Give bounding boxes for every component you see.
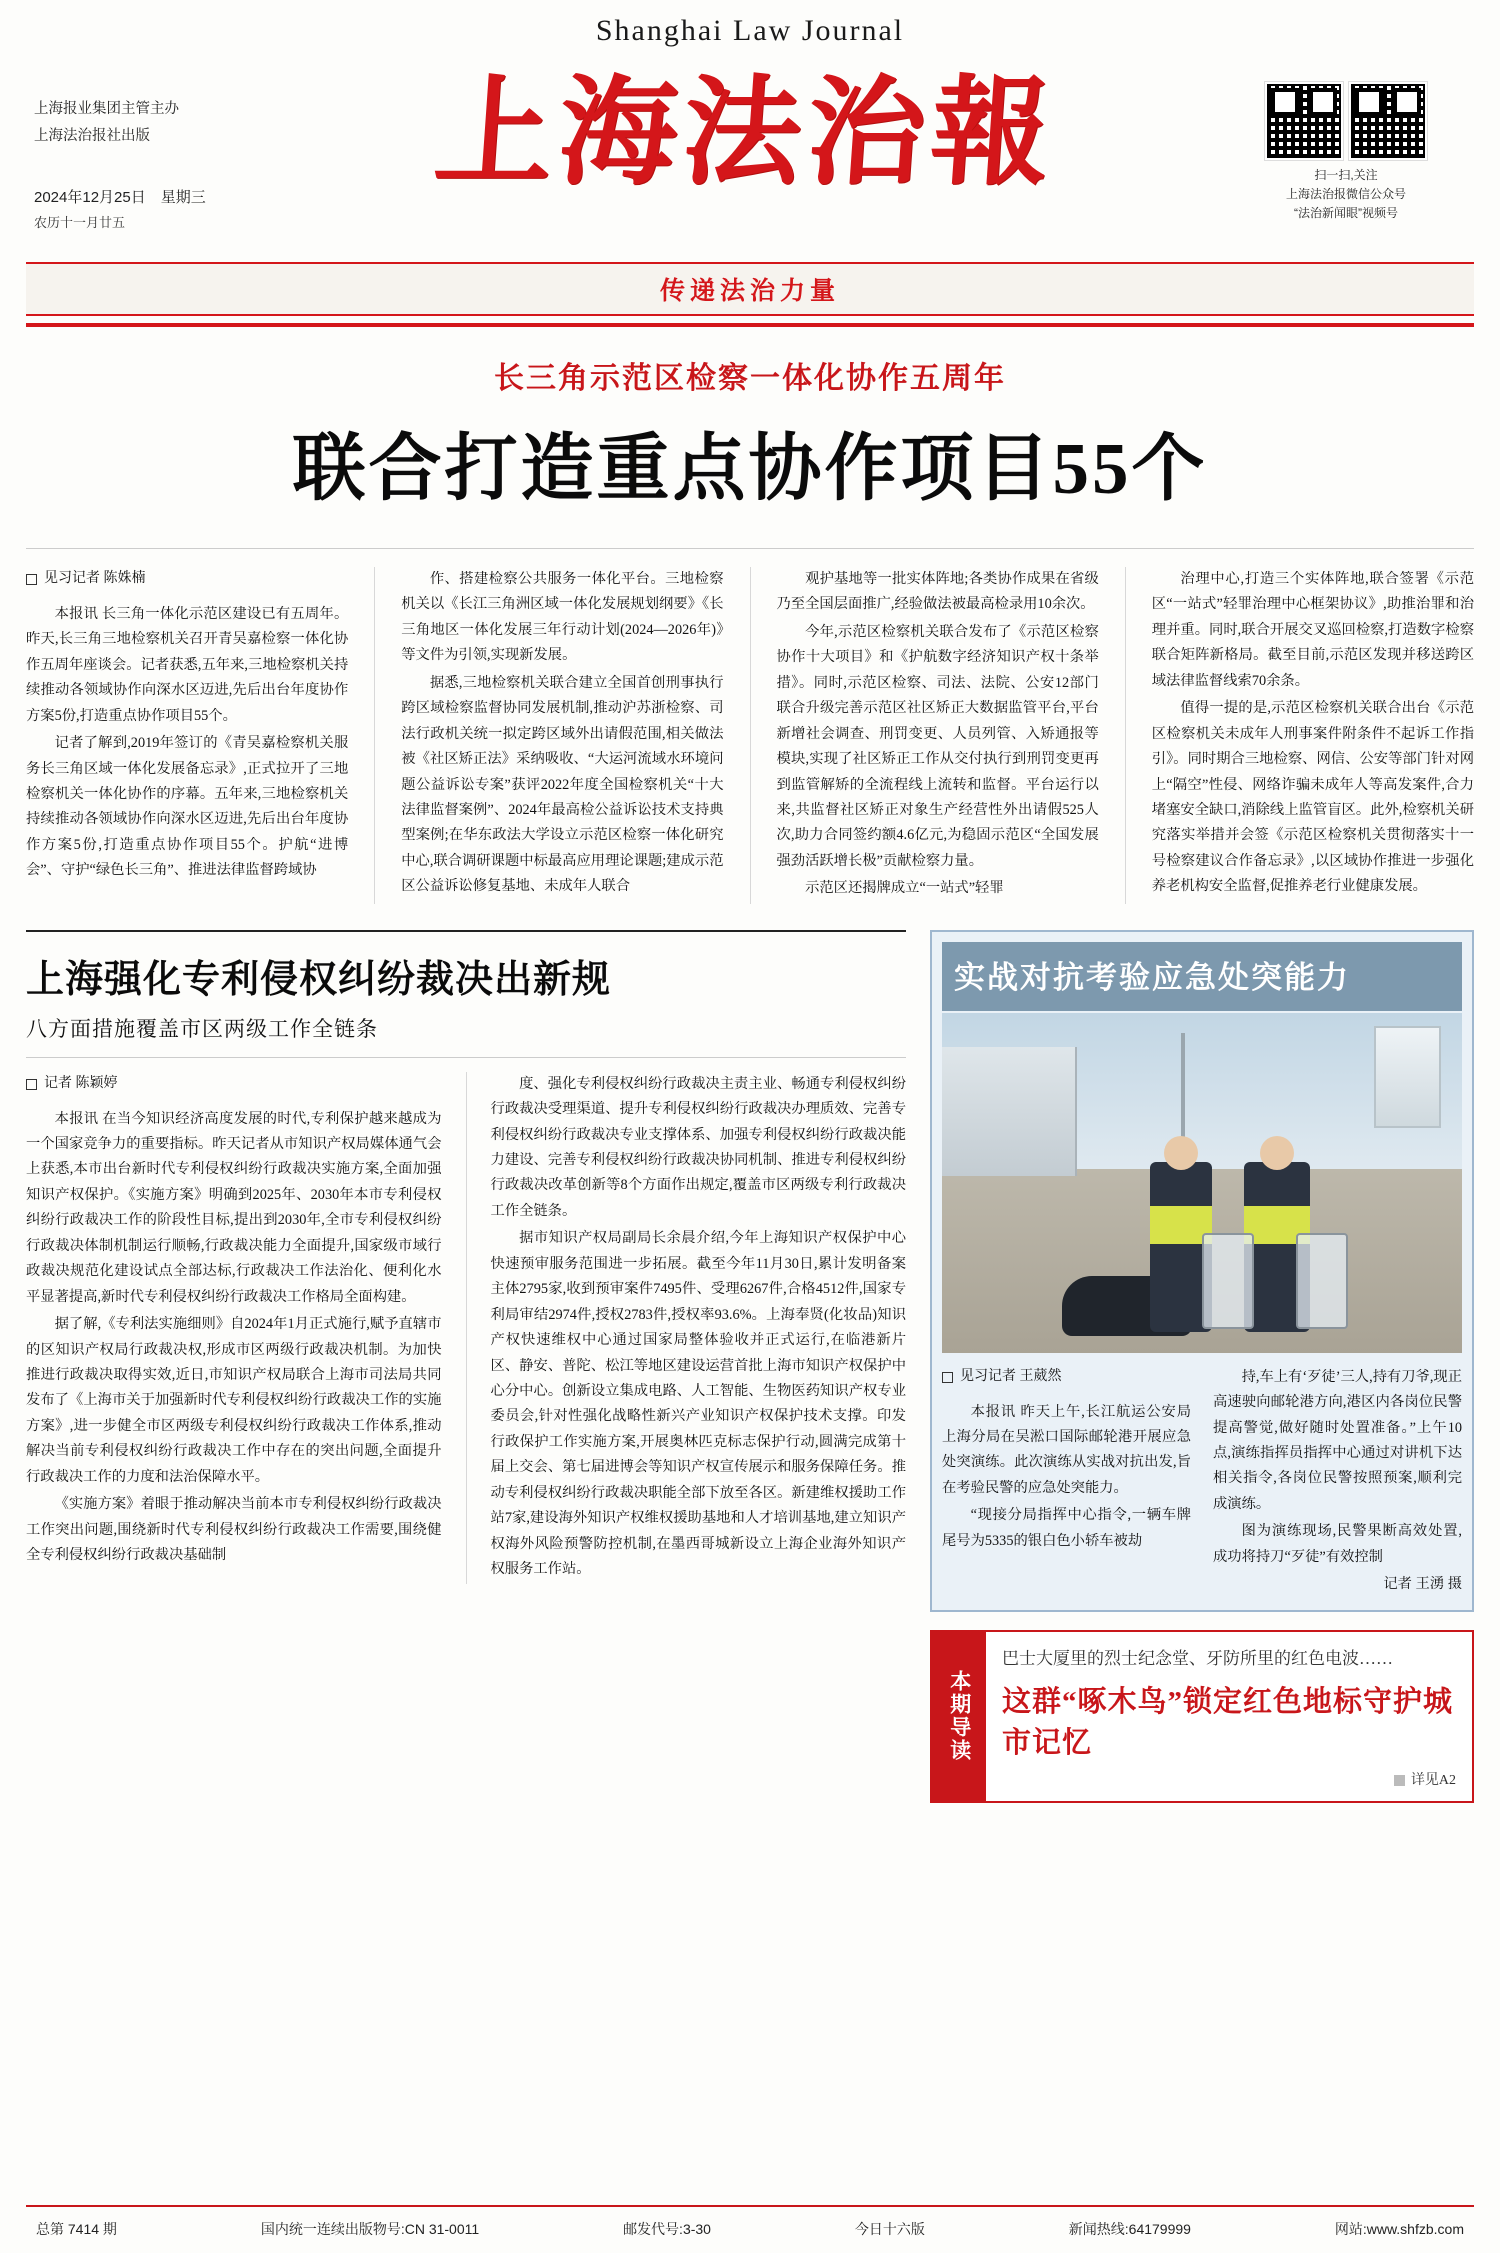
publication-date: 2024年12月25日 星期三 xyxy=(34,188,206,206)
square-marker-icon xyxy=(1394,1775,1405,1786)
square-bullet-icon xyxy=(26,1079,37,1090)
footer-issue: 总第 7414 期 xyxy=(36,2221,117,2237)
paragraph: 度、强化专利侵权纠纷行政裁决主责主业、畅通专利侵权纠纷行政裁决受理渠道、提升专利侵权纠纷行政裁决办理质效、完善专利侵权纠纷行政裁决专业支撑体系、加强专利侵权纠纷行政裁决能力建设、完善专利侵权纠纷行政裁决协同机制、推进专利侵权纠纷行政裁决改革创新等8个方面作出规定,覆盖市区两级专利行政裁决工作全链条。 xyxy=(490,1075,906,1219)
lead-column-1 xyxy=(26,567,348,904)
paragraph: 记者了解到,2019年签订的《青吴嘉检察机关服务长三角区域一体化发展备忘录》,正式拉开了三地检察机关一体化协作的序幕。五年来,三地检察机关持续推动各领域协作向深水区迈进,先后出台年度协作方案5份,打造重点协作项目55个。护航“进博会”、守护“绿色长三角”、推进法律监督跨域协 xyxy=(26,735,349,879)
lead-column-2 xyxy=(401,567,723,904)
paragraph: 据悉,三地检察机关联合建立全国首创刑事执行跨区域检察监督协同发展机制,推动沪苏浙检察、司法行政机关统一拟定跨区域外出请假范围,相关做法被《社区矫正法》采纳吸收、“大运河流域水环境问题公益诉讼专案”获评2022年度全国检察机关“十大法律监督案例”、2024年最高检公益诉讼技术支持典型案例;在华东政法大学设立示范区检察一体化研究中心,联合调研课题中标最高应用理论课题;建成示范区公益诉讼修复基地、未成年人联合 xyxy=(401,674,724,895)
publisher-info xyxy=(34,96,264,150)
slogan-bar xyxy=(26,262,1474,316)
second-story xyxy=(26,930,906,1803)
masthead xyxy=(26,48,1474,258)
publisher-line-2: 上海法治报社出版 xyxy=(34,127,150,144)
qr-caption-line-1: 扫一扫,关注 xyxy=(1314,168,1378,182)
paragraph: 本报讯 长三角一体化示范区建设已有五周年。昨天,长三角三地检察机关召开青吴嘉检察一体化协作五周年座谈会。记者获悉,五年来,三地检察机关持续推动各领域协作向深水区迈进,先后出台年度协作方案5份,打造重点协作项目55个。 xyxy=(26,605,349,724)
photo-byline xyxy=(942,1365,1191,1390)
red-rule xyxy=(26,323,1474,327)
newspaper-logo: 上海法治報 xyxy=(430,68,1060,199)
lead-byline-text: 见习记者 陈姝楠 xyxy=(44,571,146,586)
promo-tab-label: 本期导读 xyxy=(932,1632,986,1801)
paragraph: 值得一提的是,示范区检察机关联合出台《示范区检察机关未成年人刑事案件附条件不起诉工作指引》。同时期合三地检察、网信、公安等部门针对网上“隔空”性侵、网络诈骗未成年人等高发案件,合力堵塞安全缺口,消除线上监管盲区。此外,检察机关研究落实举措并会签《示范区检察机关贯彻落实十一号检察建议合作备忘录》,以区域协作推进一步强化养老机构安全监督,促推养老行业健康发展。 xyxy=(1151,700,1474,895)
english-title: Shanghai Law Journal xyxy=(595,14,905,47)
promo-headline[interactable]: 这群“啄木鸟”锁定红色地标守护城市记忆 xyxy=(1002,1685,1454,1759)
footer-hotline: 新闻热线:64179999 xyxy=(1068,2221,1191,2237)
paragraph: 示范区还揭牌成立“一站式”轻罪 xyxy=(805,880,1004,897)
second-story-subtitle: 八方面措施覆盖市区两级工作全链条 xyxy=(26,1016,378,1041)
footer-postal-code: 邮发代号:3-30 xyxy=(623,2221,711,2237)
second-story-columns xyxy=(26,1057,906,1585)
second-story-title: 上海强化专利侵权纠纷裁决出新规 xyxy=(26,930,906,1003)
paragraph: 据市知识产权局副局长余晨介绍,今年上海知识产权保护中心快速预审服务范围进一步拓展。截至今年11月30日,累计发明备案主体2795家,收到预审案件7495件、受理6267件,合格4512件,国家专利局审结2974件,授权2783件,授权率93.6%。上海奉贤(化妆品)知识产权快速维权中心通过国家局整体验收并正式运行,在临港新片区、静安、普陀、松江等地区建设运营首批上海市知识产权保护中心分中心。创新设立集成电路、人工智能、生物医药知识产权专业委员会,针对性强化战略性新兴产业知识产权保护技术支撑。印发行政保护工作实施方案,开展奥林匹克标志保护行动,圆满完成第十届上交会、第七届进博会等知识产权宣传展示和服务保障任务。推动专利侵权纠纷行政裁决职能全部下放至各区。新建维权援助工作站7家,建设海外知识产权维权援助基地和人才培训基地,建立知识产权海外风险预警防控机制,在墨西哥城新设立上海企业海外知识产权服务工作站。 xyxy=(490,1230,906,1577)
column-divider xyxy=(466,1072,467,1585)
masthead-right xyxy=(1226,60,1466,224)
photo-officer-head xyxy=(1260,1136,1294,1170)
photo-title-bar xyxy=(942,942,1462,1011)
promo-more-text: 详见A2 xyxy=(1410,1772,1456,1788)
lead-column-4 xyxy=(1152,567,1474,904)
photo-officer-head xyxy=(1164,1136,1198,1170)
photo-credit: 记者 王湧 摄 xyxy=(1383,1576,1462,1593)
lead-byline xyxy=(26,567,348,592)
footer-pages: 今日十六版 xyxy=(854,2221,925,2237)
photo-building xyxy=(942,1047,1077,1176)
paragraph: 作、搭建检察公共服务一体化平台。三地检察机关以《长江三角洲区域一体化发展规划纲要》《长三角地区一体化发展三年行动计划(2024—2026年)》等文件为引领,实现新发展。 xyxy=(401,571,724,664)
photo-caption-column-1 xyxy=(942,1365,1191,1600)
qr-code-video-icon[interactable] xyxy=(1349,82,1427,160)
paragraph: 观护基地等一批实体阵地;各类协作成果在省级乃至全国层面推广,经验做法被最高检录用10余次。 xyxy=(776,571,1099,613)
middle-section xyxy=(26,930,1474,1803)
lead-column-3 xyxy=(777,567,1099,904)
lunar-date: 农历十一月廿五 xyxy=(34,215,126,231)
photo-signboard xyxy=(1374,1026,1442,1128)
photo-story xyxy=(930,930,1474,1803)
column-divider xyxy=(374,567,375,904)
slogan-text: 传递法治力量 xyxy=(659,278,840,305)
qr-code-group xyxy=(1226,82,1466,160)
paragraph: 本报讯 在当今知识经济高度发展的时代,专利保护越来越成为一个国家竞争力的重要指标。昨天记者从市知识产权局媒体通气会上获悉,本市出台新时代专利侵权纠纷行政裁决实施方案,全面加强知识产权保护。《实施方案》明确到2025年、2030年本市专利侵权纠纷行政裁决工作的阶段性目标,提出到2030年,全市专利侵权纠纷行政裁决体制机制运行顺畅,行政裁决能力全面提升,国家级市域行政裁决规范化建设试点全部达标,行政裁决工作法治化、便利化水平显著提高,新时代专利侵权纠纷行政裁决工作格局全面构建。 xyxy=(26,1110,442,1305)
footer-website: 网站:www.shfzb.com xyxy=(1334,2221,1464,2237)
paragraph: 治理中心,打造三个实体阵地,联合签署《示范区“一站式”轻罪治理中心框架协议》,助推治罪和治理并重。同时,联合开展交叉巡回检察,打造数字检察联合矩阵新格局。截至目前,示范区发现并移送跨区域法律监督线索70余条。 xyxy=(1151,571,1474,689)
publisher-line-1: 上海报业集团主管主办 xyxy=(34,101,179,117)
news-photo xyxy=(942,1013,1462,1353)
paragraph: 图为演练现场,民警果断高效处置,成功将持刀“歹徒”有效控制 xyxy=(1213,1523,1462,1565)
paragraph: 《实施方案》着眼于推动解决当前本市专利侵权纠纷行政裁决工作突出问题,围绕新时代专利侵权纠纷行政裁决工作需要,围绕健全专利侵权纠纷行政裁决基础制 xyxy=(26,1496,442,1564)
square-bullet-icon xyxy=(26,574,37,585)
second-column-2 xyxy=(491,1072,907,1585)
second-column-1 xyxy=(26,1072,442,1585)
footer-cn-number: 国内统一连续出版物号:CN 31-0011 xyxy=(260,2221,480,2237)
paragraph: 今年,示范区检察机关联合发布了《示范区检察协作十大项目》和《护航数字经济知识产权十条举措》。同时,示范区检察、司法、法院、公安12部门联合升级完善示范区社区矫正大数据监管平台,平台新增社会调查、刑罚变更、人员列管、入矫通报等模块,实现了社区矫正工作从交付执行到刑罚变更再到监管解矫的全流程线上流转和监督。平台运行以来,共监督社区矫正对象生产经营性外出请假525人次,助力合同签约额4.6亿元,为稳固示范区“全国发展强劲活跃增长极”贡献检察力量。 xyxy=(776,623,1099,869)
second-byline-text: 记者 陈颖婷 xyxy=(44,1075,118,1091)
qr-caption-line-3: “法治新闻眼”视频号 xyxy=(1294,206,1398,221)
column-divider xyxy=(1125,567,1126,904)
second-byline xyxy=(26,1072,442,1097)
qr-caption-line-2: 上海法治报微信公众号 xyxy=(1285,187,1406,202)
photo-caption-column-2 xyxy=(1213,1365,1462,1600)
photo-riot-shield xyxy=(1296,1233,1348,1329)
lead-headline: 联合打造重点协作项目55个 xyxy=(292,428,1208,509)
promo-box[interactable] xyxy=(930,1630,1474,1803)
lead-article xyxy=(26,548,1474,904)
square-bullet-icon xyxy=(942,1372,953,1383)
masthead-left xyxy=(34,60,264,235)
masthead-center xyxy=(264,60,1226,202)
paragraph: 持,车上有‘歹徒’三人,持有刀爷,现正高速驶向邮轮港方向,港区内各岗位民警提高警觉,做好随时处置准备。”上午10点,演练指挥员指挥中心通过对讲机下达相关指令,各岗位民警按照预案,顺利完成演练。 xyxy=(1213,1368,1462,1512)
promo-kicker: 巴士大厦里的烈士纪念堂、牙防所里的红色电波…… xyxy=(1002,1648,1393,1668)
qr-code-wechat-icon[interactable] xyxy=(1265,82,1343,160)
photo-story-title: 实战对抗考验应急处突能力 xyxy=(954,959,1350,995)
paragraph: “现接分局指挥中心指令,一辆车牌尾号为5335的银白色小轿车被劫 xyxy=(942,1507,1191,1549)
lead-shoulder-title: 长三角示范区检察一体化协作五周年 xyxy=(494,362,1006,395)
photo-box xyxy=(930,930,1474,1612)
promo-more[interactable] xyxy=(1002,1769,1456,1789)
column-divider xyxy=(750,567,751,904)
photo-caption-columns xyxy=(942,1365,1462,1600)
page-footer xyxy=(26,2205,1474,2253)
paragraph: 据了解,《专利法实施细则》自2024年1月正式施行,赋予直辖市的区知识产权局行政裁决权,形成市区两级行政裁决机制。为加快推进行政裁决取得实效,近日,市知识产权局联合上海市司法局共同发布了《上海市关于加强新时代专利侵权纠纷行政裁决工作的实施方案》,进一步健全市区两级专利侵权纠纷行政裁决工作体系,推动解决当前专利侵权纠纷行政裁决工作中存在的突出问题,全面提升行政裁决工作的力度和法治保障水平。 xyxy=(26,1316,442,1485)
qr-caption xyxy=(1226,166,1466,224)
promo-body xyxy=(986,1632,1472,1801)
photo-riot-shield xyxy=(1202,1233,1254,1329)
photo-byline-text: 见习记者 王葳然 xyxy=(960,1368,1062,1384)
paragraph: 本报讯 昨天上午,长江航运公安局上海分局在吴淞口国际邮轮港开展应急处突演练。此次演练从实战对抗出发,旨在考验民警的应急处突能力。 xyxy=(942,1403,1191,1496)
